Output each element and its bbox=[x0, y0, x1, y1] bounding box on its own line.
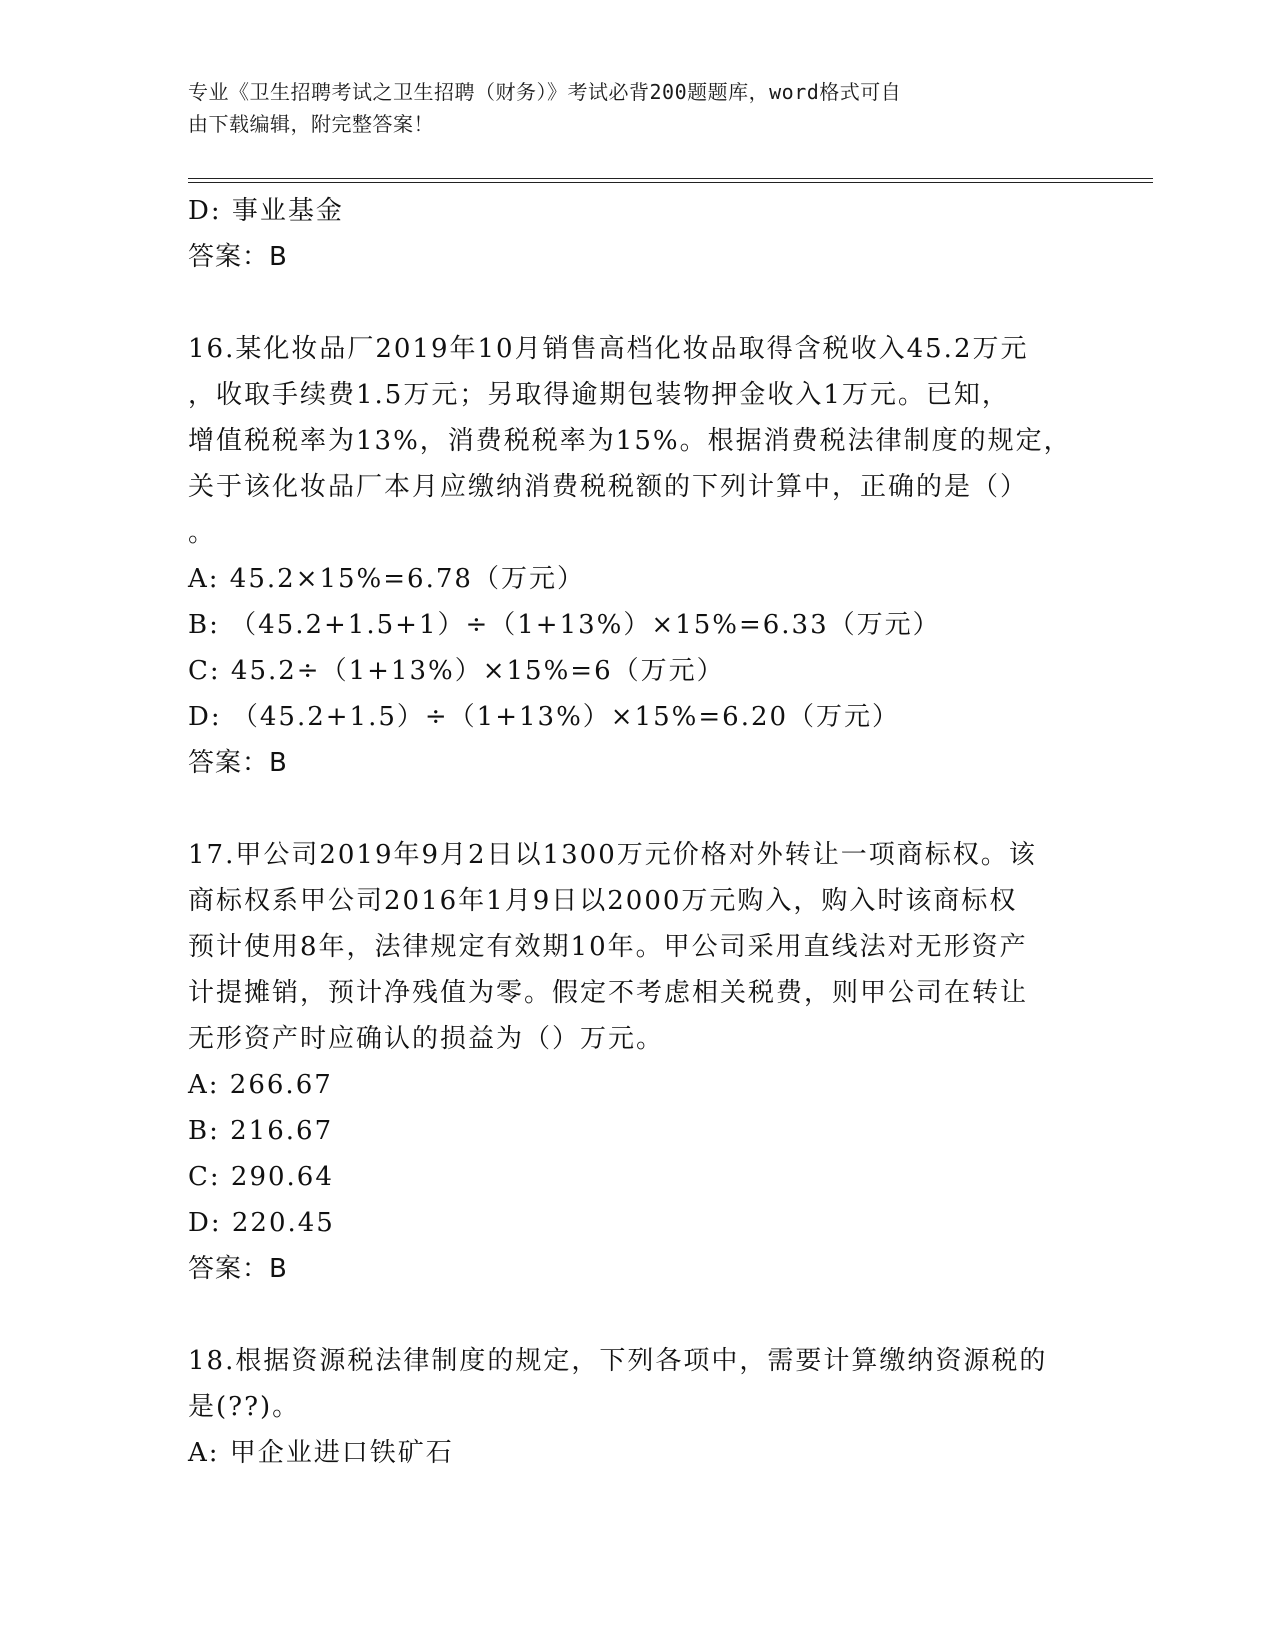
question-stem-line: 18.根据资源税法律制度的规定，下列各项中，需要计算缴纳资源税的 bbox=[188, 1346, 1048, 1376]
question-17 bbox=[188, 832, 1088, 1292]
header-divider bbox=[188, 178, 1153, 183]
answer: 答案：B bbox=[188, 748, 288, 778]
option-b: B: （45.2+1.5+1）÷（1+13%）×15%=6.33（万元） bbox=[188, 610, 941, 640]
question-stem-line: 17.甲公司2019年9月2日以1300万元价格对外转让一项商标权。该 bbox=[188, 840, 1037, 870]
spacer bbox=[188, 280, 1088, 326]
document-body bbox=[188, 188, 1088, 1476]
page-header bbox=[188, 76, 1068, 140]
question-stem-line: 商标权系甲公司2016年1月9日以2000万元购入，购入时该商标权 bbox=[188, 886, 1018, 916]
option-c: C: 290.64 bbox=[188, 1162, 334, 1192]
question-15 bbox=[188, 188, 1088, 280]
option-a: A: 45.2×15%=6.78（万元） bbox=[188, 564, 585, 594]
question-stem-line: 无形资产时应确认的损益为（）万元。 bbox=[188, 1024, 665, 1054]
question-stem-line: ，收取手续费1.5万元；另取得逾期包装物押金收入1万元。已知， bbox=[188, 380, 1010, 410]
question-stem-line: 16.某化妆品厂2019年10月销售高档化妆品取得含税收入45.2万元 bbox=[188, 334, 1029, 364]
answer: 答案：B bbox=[188, 1254, 288, 1284]
question-18 bbox=[188, 1338, 1088, 1476]
question-stem-line: 。 bbox=[188, 518, 217, 548]
question-stem-line: 预计使用8年，法律规定有效期10年。甲公司采用直线法对无形资产 bbox=[188, 932, 1028, 962]
option-a: A: 甲企业进口铁矿石 bbox=[188, 1438, 454, 1468]
header-line-1: 专业《卫生招聘考试之卫生招聘（财务）》考试必背200题题库，word格式可自 bbox=[188, 80, 902, 104]
spacer bbox=[188, 1292, 1088, 1338]
question-stem-line: 计提摊销，预计净残值为零。假定不考虑相关税费，则甲公司在转让 bbox=[188, 978, 1029, 1008]
question-stem-line: 是(??)。 bbox=[188, 1392, 301, 1422]
option-d: D: （45.2+1.5）÷（1+13%）×15%=6.20（万元） bbox=[188, 702, 901, 732]
spacer bbox=[188, 786, 1088, 832]
option-c: C: 45.2÷（1+13%）×15%=6（万元） bbox=[188, 656, 725, 686]
option-d: D: 事业基金 bbox=[188, 196, 344, 226]
answer: 答案：B bbox=[188, 242, 288, 272]
option-a: A: 266.67 bbox=[188, 1070, 333, 1100]
question-16 bbox=[188, 326, 1088, 786]
option-d: D: 220.45 bbox=[188, 1208, 335, 1238]
header-line-2: 由下载编辑，附完整答案！ bbox=[188, 112, 434, 136]
question-stem-line: 增值税税率为13%，消费税税率为15%。根据消费税法律制度的规定， bbox=[188, 426, 1072, 456]
option-b: B: 216.67 bbox=[188, 1116, 334, 1146]
question-stem-line: 关于该化妆品厂本月应缴纳消费税税额的下列计算中，正确的是（） bbox=[188, 472, 1029, 502]
